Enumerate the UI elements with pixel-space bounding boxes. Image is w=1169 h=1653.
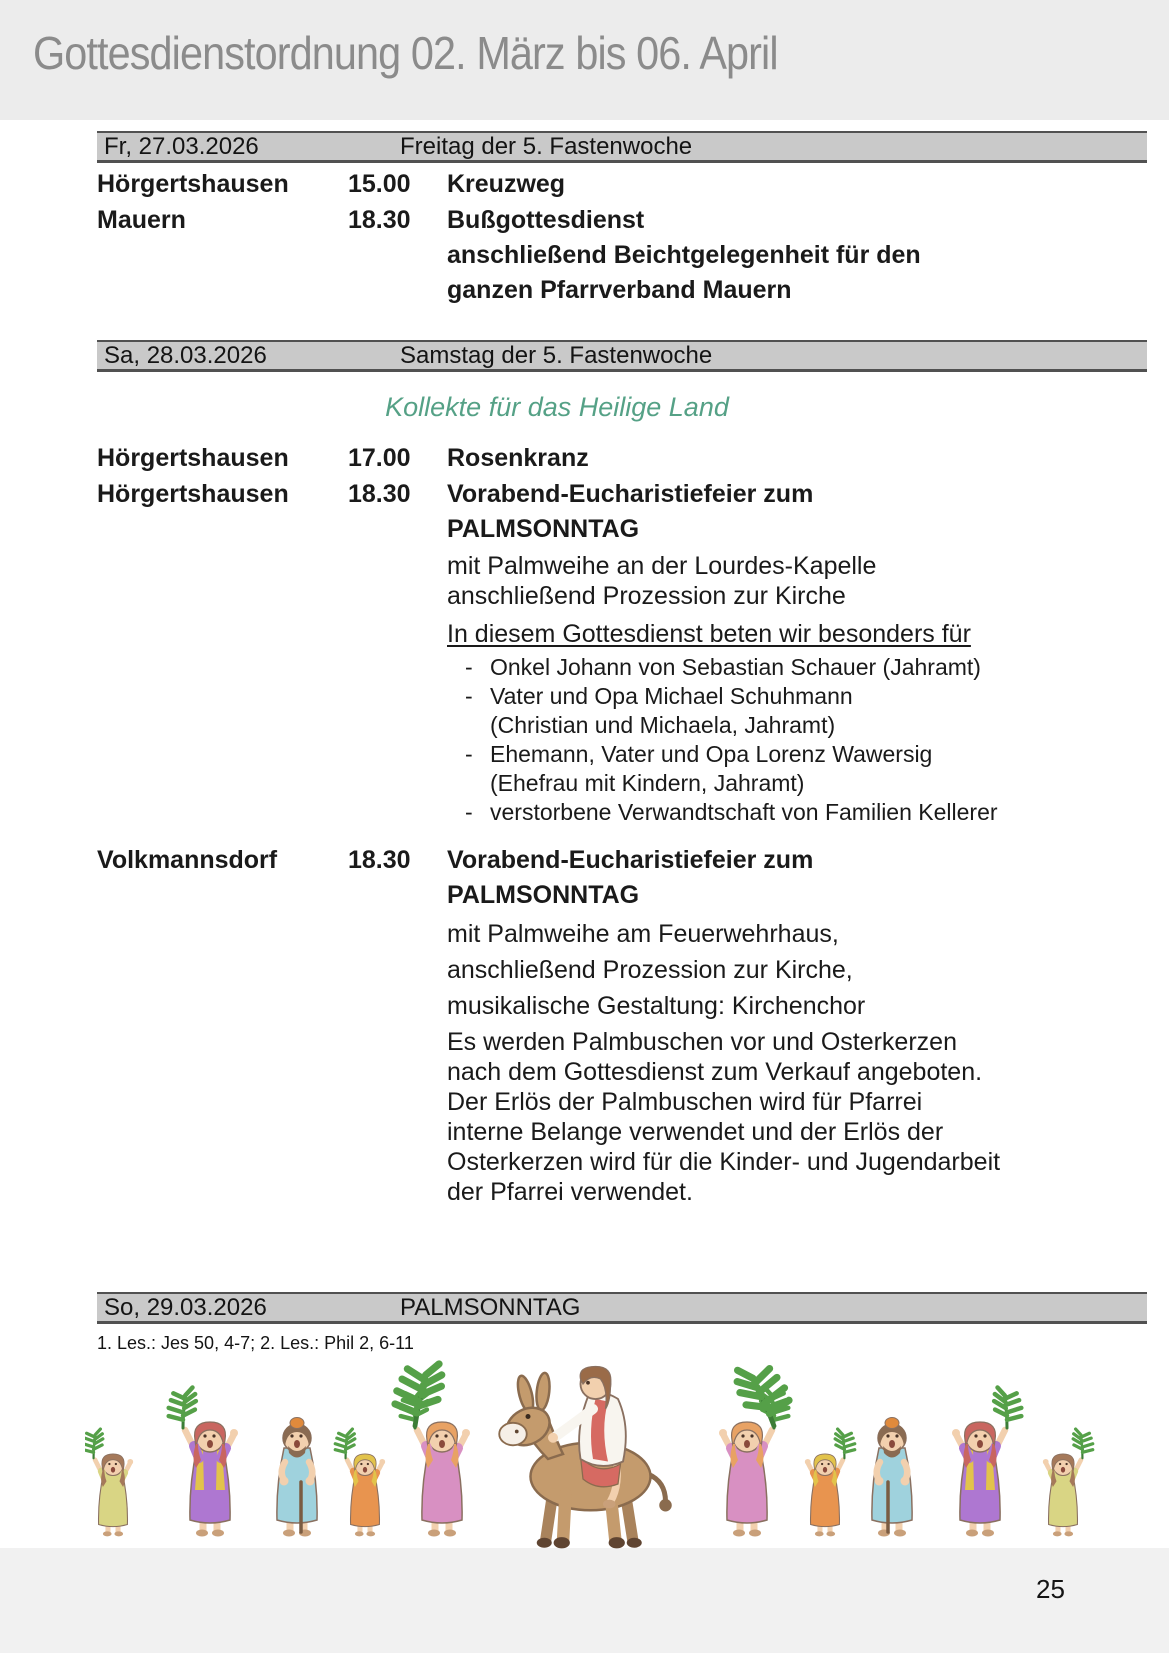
service-detail: anschließend Prozession zur Kirche <box>447 582 846 610</box>
service-title: Kreuzweg <box>447 170 566 198</box>
bullet-spacer <box>465 769 490 798</box>
service-row <box>97 843 1062 1207</box>
service-time: 18.30 <box>348 480 411 508</box>
intention-item-continuation: (Christian und Michaela, Jahramt) <box>447 711 1062 740</box>
lectionary-readings: 1. Les.: Jes 50, 4-7; 2. Les.: Phil 2, 6-11 <box>97 1333 414 1353</box>
service-title: Vorabend-Eucharistiefeier zum <box>447 480 814 508</box>
bullet-dash: - <box>465 654 473 680</box>
palm-sunday-procession-illustration <box>85 1353 1095 1563</box>
child-with-palm <box>1043 1429 1095 1536</box>
service-title: Vorabend-Eucharistiefeier zum <box>447 846 814 874</box>
child-with-palm <box>805 1429 859 1536</box>
child-with-palm <box>85 1429 133 1536</box>
intentions-list <box>447 653 1062 827</box>
day-name: Freitag der 5. Fastenwoche <box>400 133 693 160</box>
service-row <box>97 441 1062 476</box>
intention-item: - verstorbene Verwandtschaft von Familien Kellerer <box>465 799 998 825</box>
service-time: 15.00 <box>348 170 411 198</box>
crowd-left <box>85 1364 470 1537</box>
intention-item: - Onkel Johann von Sebastian Schauer (Jahramt) <box>465 654 981 680</box>
page-number: 25 <box>1036 1574 1065 1604</box>
service-location: Volkmannsdorf <box>97 846 278 874</box>
bullet-spacer <box>465 711 490 740</box>
jesus-on-donkey <box>499 1367 672 1549</box>
sales-note: Es werden Palmbuschen vor und Osterkerzen nach dem Gottesdienst zum Verkauf angeboten. Der Erlös der Palmbuschen wird für Pfarrei interne Belange verwendet und der Erlös der Osterkerzen wird für die Kinder- und Jugendarbeit der Pfarrei verwendet. <box>447 1028 1001 1206</box>
service-note: ganzen Pfarrverband Mauern <box>447 276 792 304</box>
service-title: Bußgottesdienst <box>447 206 645 234</box>
document-sheet <box>0 120 1169 1548</box>
day-header-saturday <box>97 340 1147 372</box>
service-row <box>97 203 1062 308</box>
service-time: 17.00 <box>348 444 411 472</box>
intention-item: - Vater und Opa Michael Schuhmann <box>465 683 853 709</box>
page-title: Gottesdienstordnung 02. März bis 06. April <box>33 27 778 79</box>
service-detail: mit Palmweihe an der Lourdes-Kapelle <box>447 552 877 580</box>
intention-item-continuation: (Ehefrau mit Kindern, Jahramt) <box>447 769 1062 798</box>
man-with-staff <box>872 1418 912 1537</box>
day-date: Sa, 28.03.2026 <box>104 342 267 369</box>
service-time: 18.30 <box>348 846 411 874</box>
service-title: Rosenkranz <box>447 444 589 472</box>
woman-with-palm <box>163 1387 238 1536</box>
page-header-band <box>0 0 1169 120</box>
day-date: So, 29.03.2026 <box>104 1294 267 1321</box>
collection-notice: Kollekte für das Heilige Land <box>385 392 729 422</box>
bullet-dash: - <box>465 683 473 709</box>
bullet-dash: - <box>465 799 473 825</box>
intentions-heading: In diesem Gottesdienst beten wir besonders für <box>447 620 971 648</box>
day-name: Samstag der 5. Fastenwoche <box>400 342 713 369</box>
palm-branch-icon <box>736 1365 792 1429</box>
intention-item: - Ehemann, Vater und Opa Lorenz Wawersig <box>465 741 933 767</box>
service-title-feast: PALMSONNTAG <box>447 881 640 909</box>
woman-with-palm <box>952 1387 1027 1536</box>
service-location: Hörgertshausen <box>97 170 289 198</box>
day-name: PALMSONNTAG <box>400 1294 581 1321</box>
day-header-friday <box>97 131 1147 163</box>
service-location: Hörgertshausen <box>97 480 289 508</box>
bullet-dash: - <box>465 741 473 767</box>
service-detail: mit Palmweihe am Feuerwehrhaus, <box>447 920 839 948</box>
man-with-staff <box>277 1418 317 1537</box>
service-time: 18.30 <box>348 206 411 234</box>
service-detail: anschließend Prozession zur Kirche, <box>447 956 853 984</box>
service-detail: musikalische Gestaltung: Kirchenchor <box>447 992 866 1020</box>
service-note: anschließend Beichtgelegenheit für den <box>447 241 921 269</box>
palm-branch-icon <box>391 1364 447 1428</box>
service-row <box>97 167 1062 202</box>
day-header-sunday <box>97 1292 1147 1324</box>
day-date: Fr, 27.03.2026 <box>104 133 259 160</box>
service-title-feast: PALMSONNTAG <box>447 515 640 543</box>
crowd-right <box>719 1365 1095 1536</box>
service-location: Mauern <box>97 206 186 234</box>
service-row <box>97 477 1062 827</box>
service-location: Hörgertshausen <box>97 444 289 472</box>
child-with-palm <box>331 1429 385 1536</box>
